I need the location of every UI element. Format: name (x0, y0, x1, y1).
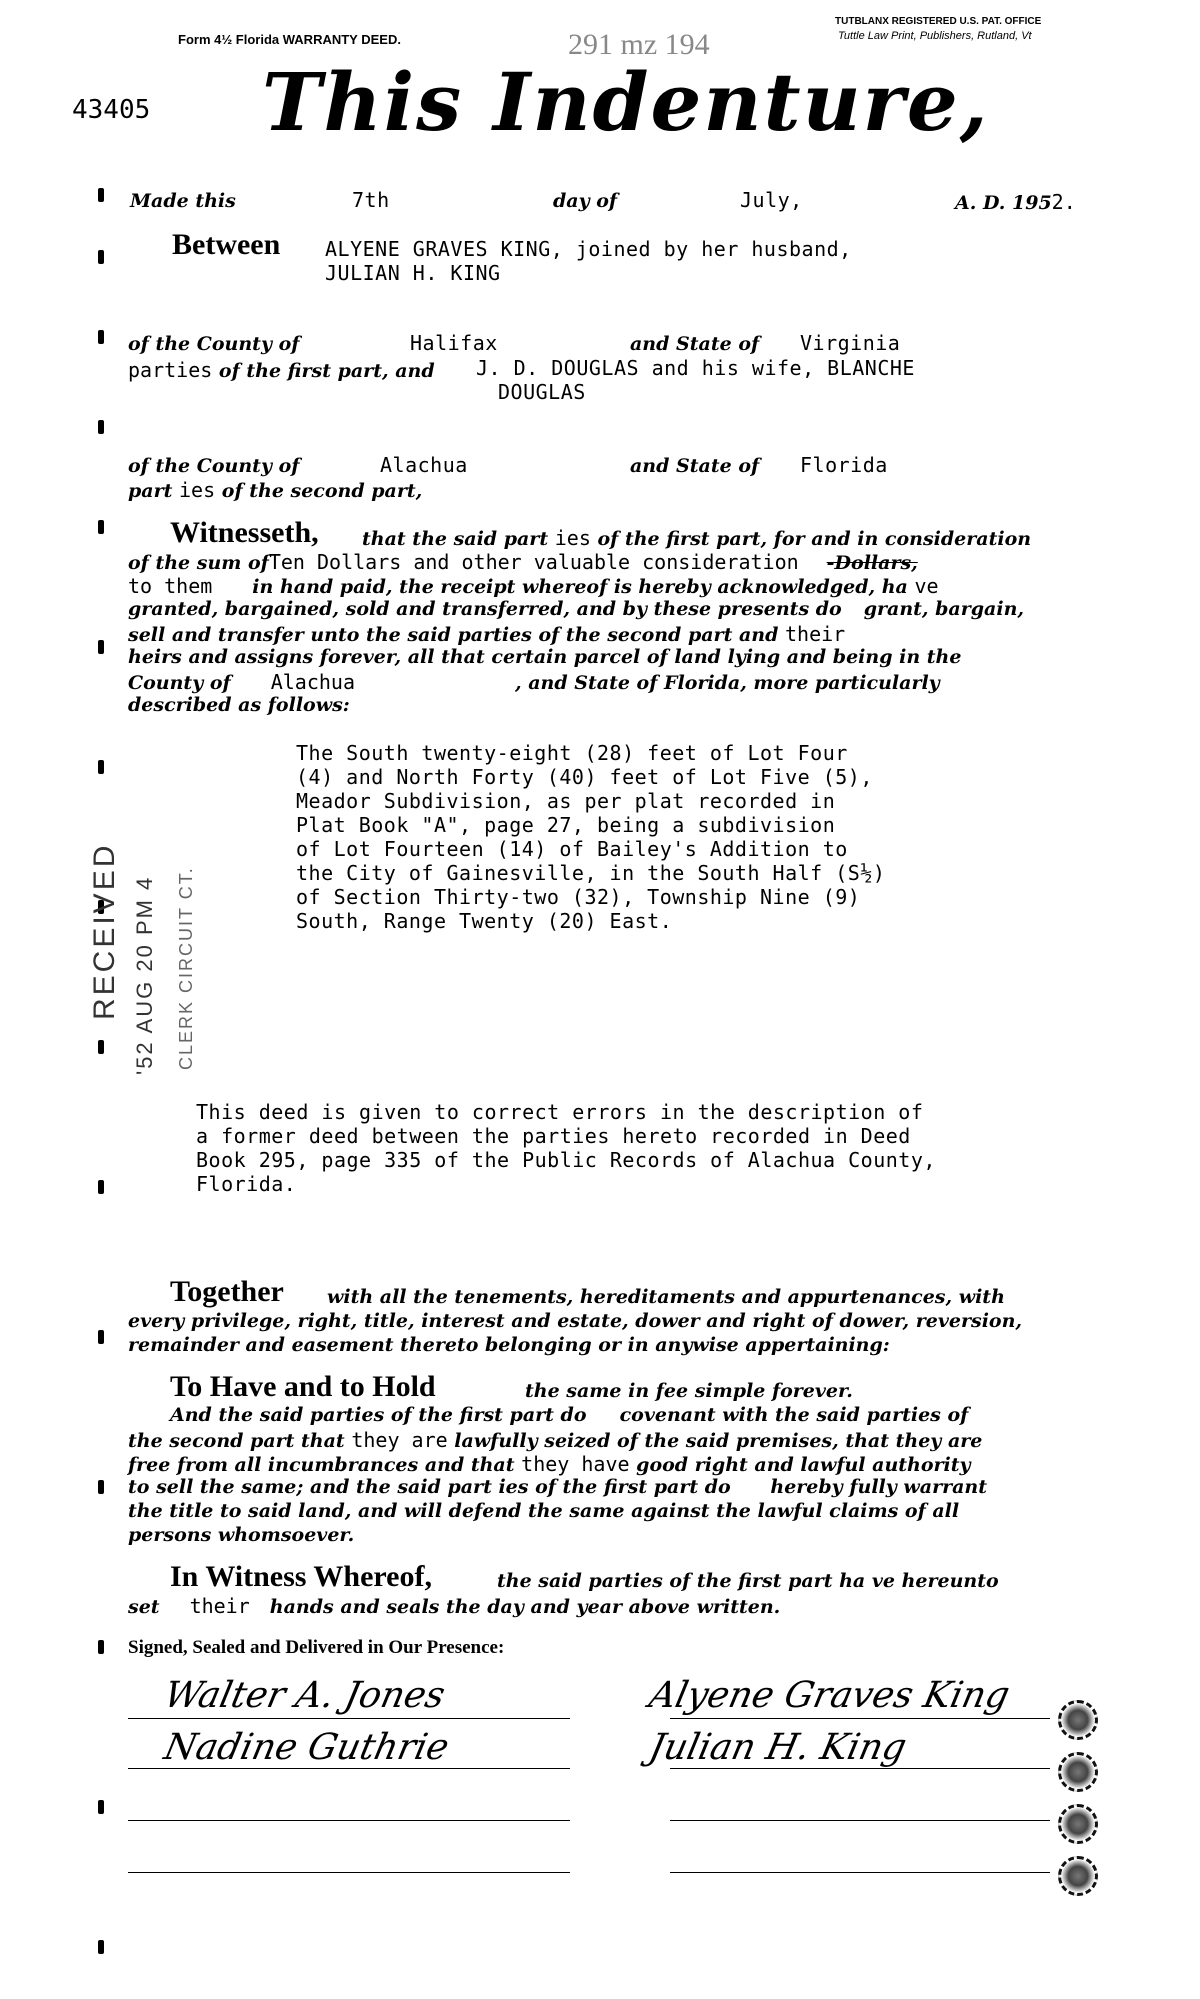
grantor-line (670, 1820, 1050, 1821)
witnesseth-line-1 (362, 526, 1031, 550)
publisher-bottom: Tuttle Law Print, Publishers, Rutland, Vt (838, 30, 1032, 42)
legal-line: Plat Book "A", page 27, being a subdivision (296, 813, 836, 837)
w7a: County of (128, 672, 231, 694)
legal-line: Meador Subdivision, as per plat recorded in (296, 789, 836, 813)
binding-hole (98, 1180, 104, 1194)
binding-hole (98, 1940, 104, 1954)
iw2a: set (128, 1596, 160, 1618)
binding-hole (98, 520, 104, 534)
w1c: of the first part, for and in consideration (597, 528, 1032, 550)
year-digit: 2. (1051, 190, 1076, 214)
binding-hole (98, 188, 104, 202)
together-heading: Together (170, 1275, 284, 1308)
seal-icon (1058, 1856, 1098, 1896)
grantor-line (670, 1872, 1050, 1873)
to-have-line-2: And the said parties of the first part do covenant with the said parties of (170, 1404, 969, 1426)
together-line-1: with all the tenements, hereditaments and appurtenances, with (327, 1286, 1005, 1308)
together-line-3: remainder and easement thereto belonging or in anywise appertaining: (128, 1334, 890, 1356)
witness-line (128, 1718, 570, 1719)
legal-line: South, Range Twenty (20) East. (296, 909, 673, 933)
county-label-2: of the County of (128, 455, 300, 477)
to-have-line-7: persons whomsoever. (128, 1524, 355, 1546)
w5a: sell and transfer unto the said parties of the second part and (128, 624, 779, 646)
between-heading: Between (172, 228, 281, 261)
iw2b: their (189, 1594, 250, 1618)
legal-line: the City of Gainesville, in the South Half (S½) (296, 861, 886, 885)
grantor-signature-2: Julian H. King (645, 1727, 911, 1768)
th4c: good right and lawful authority (636, 1454, 971, 1476)
w2a: of the sum of (128, 552, 269, 574)
parties-prefix: part (128, 358, 177, 382)
note-line: a former deed between the parties hereto recorded in Deed (196, 1124, 911, 1148)
note-line: Book 295, page 335 of the Public Records of Alachua County, (196, 1148, 936, 1172)
witnesseth-line-6: heirs and assigns forever, all that certain parcel of land lying and being in the (128, 646, 962, 668)
part-suffix: ies (179, 478, 216, 502)
legal-line: (4) and North Forty (40) feet of Lot Five (5), (296, 765, 873, 789)
made-day: 7th (352, 188, 390, 212)
binding-hole (98, 1330, 104, 1344)
th3b: they are (351, 1428, 448, 1452)
legal-line: of Section Thirty-two (32), Township Nine (9) (296, 885, 861, 909)
made-month: July, (740, 188, 803, 212)
th4b: they have (521, 1452, 630, 1476)
binding-hole (98, 1800, 104, 1814)
binding-hole (98, 420, 104, 434)
w1a: that the said part (362, 528, 549, 550)
w4b: grant, bargain, (863, 598, 1024, 620)
received-stamp: RECEIVED (88, 842, 121, 1020)
legal-line: of Lot Fourteen (14) of Bailey's Addition to (296, 837, 848, 861)
grantor-signature-1: Alyene Graves King (645, 1675, 1014, 1716)
parties-line (128, 358, 435, 382)
th3c: lawfully seized of the said premises, that they are (454, 1430, 983, 1452)
grantee-names-1: J. D. DOUGLAS and his wife, BLANCHE (476, 356, 915, 380)
form-label: Form 4½ Florida WARRANTY DEED. (178, 32, 401, 47)
witness-line (128, 1872, 570, 1873)
to-have-line-4 (128, 1452, 971, 1476)
grantor-line (670, 1768, 1050, 1769)
th3a: the second part that (128, 1430, 345, 1452)
correction-note (196, 1100, 936, 1196)
binding-hole (98, 760, 104, 774)
state-label-1: and State of (630, 333, 760, 355)
witnesseth-line-4 (128, 598, 1024, 620)
binding-hole (98, 330, 104, 344)
witnesseth-line-8: described as follows: (128, 694, 350, 716)
witnesseth-line-2 (128, 550, 918, 574)
consideration-text: Ten Dollars and other valuable consideration (268, 550, 799, 574)
in-witness-heading: In Witness Whereof, (170, 1560, 432, 1593)
dollars-struck: -Dollars, (826, 552, 918, 574)
grantor-names-1: ALYENE GRAVES KING, joined by her husband, (325, 237, 852, 261)
witness-line (128, 1768, 570, 1769)
in-witness-line-2 (128, 1594, 780, 1618)
grantor-names-2: JULIAN H. KING (325, 261, 501, 285)
w7c: , and State of Florida, more particularly (515, 672, 940, 694)
grantor-county: Halifax (410, 331, 498, 355)
grantee-names-2: DOUGLAS (498, 380, 586, 404)
note-line: This deed is given to correct errors in the description of (196, 1100, 924, 1124)
book-page-number: 291 mz 194 (568, 28, 710, 61)
binding-hole (98, 640, 104, 654)
state-label-2: and State of (630, 455, 760, 477)
in-witness-line-1: the said parties of the first part ha ve hereunto (497, 1570, 999, 1592)
legal-description (296, 741, 885, 933)
county-label-1: of the County of (128, 333, 300, 355)
to-have-line-6: the title to said land, and will defend the same against the lawful claims of all (128, 1500, 960, 1522)
grantee-state: Florida (800, 453, 888, 477)
to-have-heading: To Have and to Hold (170, 1370, 436, 1403)
witnesseth-line-5 (128, 622, 845, 646)
witness-signature-1: Walter A. Jones (160, 1675, 449, 1716)
witness-signature-2: Nadine Guthrie (160, 1727, 453, 1768)
to-them: to them (128, 574, 213, 598)
day-label: day of (553, 190, 618, 212)
second-part-line (128, 478, 422, 502)
part-label: part (128, 480, 173, 502)
received-stamp-clerk: CLERK CIRCUIT CT. (176, 866, 196, 1070)
iw2c: hands and seals the day and year above written. (269, 1596, 781, 1618)
to-have-line-3 (128, 1428, 982, 1452)
w4a: granted, bargained, sold and transferred, and by these presents do (128, 598, 842, 620)
ad-text: A. D. 195 (955, 192, 1052, 214)
binding-hole (98, 1640, 104, 1654)
witnesseth-line-7 (128, 670, 940, 694)
grantee-county: Alachua (380, 453, 468, 477)
seal-icon (1058, 1752, 1098, 1792)
note-line: Florida. (196, 1172, 297, 1196)
deed-title: This Indenture, (262, 55, 990, 149)
w3c: ve (914, 574, 939, 598)
to-have-line-1: the same in fee simple forever. (525, 1380, 853, 1402)
seal-icon (1058, 1700, 1098, 1740)
received-stamp-date: '52 AUG 20 PM 4 (132, 875, 157, 1075)
grantor-state: Virginia (800, 331, 901, 355)
property-county: Alachua (270, 670, 355, 694)
together-line-2: every privilege, right, title, interest and estate, dower and right of dower, reversion, (128, 1310, 1023, 1332)
w5b: their (785, 622, 846, 646)
seal-icon (1058, 1804, 1098, 1844)
witnesseth-line-3 (128, 574, 939, 598)
parties-suffix: ies (176, 358, 213, 382)
binding-hole (98, 250, 104, 264)
w1b: ies (554, 526, 591, 550)
second-part-label: of the second part, (221, 480, 423, 502)
witnesseth-heading: Witnesseth, (170, 516, 319, 549)
legal-line: The South twenty-eight (28) feet of Lot Four (296, 741, 848, 765)
grantor-line (670, 1718, 1050, 1719)
witness-line (128, 1820, 570, 1821)
to-have-line-5: to sell the same; and the said part ies of the first part do hereby fully warrant (128, 1476, 987, 1498)
first-part-label: of the first part, and (218, 360, 435, 382)
ad-label (955, 190, 1076, 214)
binding-hole (98, 1040, 104, 1054)
made-label: Made this (130, 190, 236, 212)
th4a: free from all incumbrances and that (128, 1454, 515, 1476)
binding-hole (98, 1480, 104, 1494)
presence-label: Signed, Sealed and Delivered in Our Presence: (128, 1637, 505, 1658)
document-number: 43405 (72, 95, 151, 125)
w3b: in hand paid, the receipt whereof is hereby acknowledged, ha (252, 576, 908, 598)
publisher-top: TUTBLANX REGISTERED U.S. PAT. OFFICE (835, 16, 1042, 27)
